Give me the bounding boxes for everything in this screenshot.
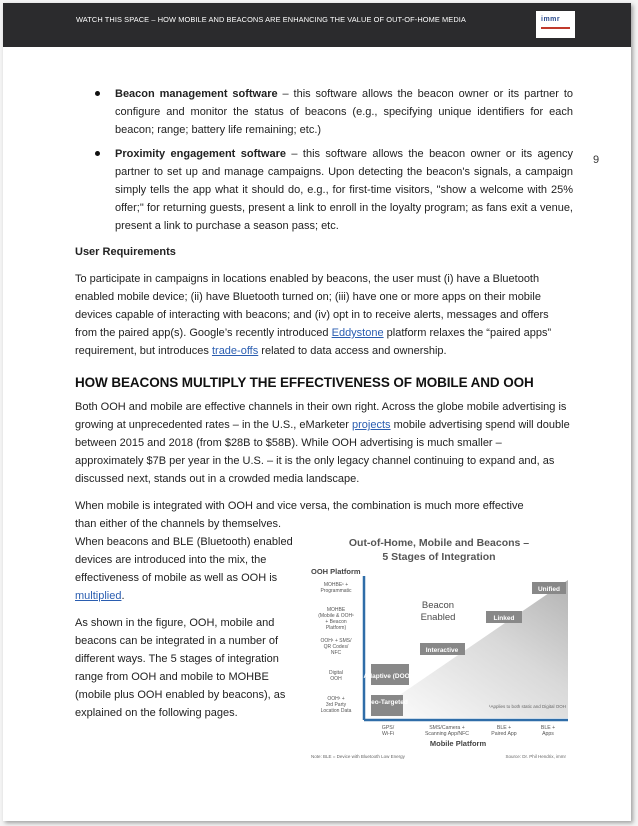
y-label: QR Codes/ — [323, 644, 349, 650]
y-label: OOH¹ + — [327, 696, 345, 702]
header-title: WATCH THIS SPACE – HOW MOBILE AND BEACONS ARE ENHANCING THE VALUE OF OUT-OF-HOME MEDIA — [76, 15, 466, 24]
paragraph-text: Both OOH and mobile are effective channels in their own right. Across the globe mobile advertising is growing at unprecedented rates – in the U.S., eMarketer — [75, 401, 567, 431]
section-paragraph-2 — [75, 515, 297, 605]
paragraph-text: related to data access and ownership. — [258, 345, 447, 357]
x-label: SMS/Camera + — [429, 725, 465, 731]
bullet-list — [75, 85, 573, 235]
bullet-text: – this software allows the beacon owner or its partner to configure and monitor the status of beacons (e.g., specifying unique identifiers for each beacon; range; battery life remaining; etc.) — [115, 88, 574, 136]
section-paragraph-3: As shown in the figure, OOH, mobile and beacons can be integrated in a number of different ways. The 5 stages of integration range from OOH and mobile to MOHBE (mobile plus OOH enabled by beacons), as explained on the following pages. — [75, 617, 286, 719]
y-label: Digital — [329, 670, 343, 676]
x-label: BLE + — [496, 725, 512, 731]
y-label: Location Data — [320, 708, 352, 714]
x-label: Paired App — [491, 731, 517, 737]
trade-offs-link[interactable]: trade-offs — [211, 345, 259, 357]
user-requirements-heading: User Requirements — [75, 246, 176, 258]
eddystone-link[interactable]: Eddystone — [331, 327, 384, 339]
y-label: (Mobile & OOH¹ — [318, 613, 354, 619]
bullet-text: – this software allows the beacon owner or its agency partner to set up and manage campaigns. Upon detecting the beacon's signals, a campaign simply tells the app what it should do, e.g., for first-time visitors, "show a welcome with 25% offer;" for returning guests, present a link to enroll in the loyalty program; as fans exit a venue, present a link to purchase a season pass; etc. — [115, 148, 573, 232]
bullet-term: Beacon management software — [115, 88, 278, 100]
y-label: Platform) — [325, 625, 347, 631]
user-requirements-paragraph — [75, 270, 573, 360]
stage-label: Geo-Targeted — [366, 699, 408, 706]
immr-logo — [536, 11, 575, 38]
stage-label: Interactive — [425, 647, 459, 654]
section-paragraph-1 — [75, 398, 573, 488]
bullet-term: Proximity engagement software — [115, 148, 286, 160]
list-item — [115, 85, 573, 139]
paragraph-text: To participate in campaigns in locations enabled by beacons, the user must (i) have a Bluetooth enabled mobile device; (ii) have Bluetooth turned on; (iii) have one or more apps on their mobile devices capable of interacting with beacons; and (iv) opt in to receive alerts, messages and offers from the paired app(s). Google’s recently introduced — [75, 273, 549, 339]
multiplied-link[interactable]: multiplied — [75, 590, 122, 602]
page-number: 9 — [593, 154, 600, 166]
y-label: MOHBE — [326, 607, 346, 613]
logo-accent — [541, 27, 570, 29]
figure-source: Source: Dr. Phil Hendrix, immr — [505, 754, 566, 759]
figure-title-line1: Out-of-Home, Mobile and Beacons – — [348, 537, 530, 549]
paragraph-text: mobile advertising spend will double between 2015 and 2018 (from $28B to $58B). While OOH advertising is much smaller – approximately $7B per year in the U.S. – it is the only legacy channel continuing to expand and, as discussed next, stands out in a crowded media landscape. — [75, 419, 570, 485]
x-label: GPS/ — [381, 725, 395, 731]
y-label: 3rd Party — [325, 702, 347, 708]
x-axis-title: Mobile Platform — [429, 739, 487, 748]
section-heading: HOW BEACONS MULTIPLY THE EFFECTIVENESS OF MOBILE AND OOH — [75, 375, 534, 390]
y-axis-title: OOH Platform — [311, 567, 361, 576]
logo-text: immr — [541, 16, 561, 23]
paragraph-text: platform relaxes the “paired apps” requirement, but introduces — [75, 327, 552, 357]
y-label: Programmatic — [320, 588, 352, 594]
stage-label: Linked — [493, 615, 515, 622]
y-label: + Beacon — [325, 619, 347, 625]
figure-title-line2: 5 Stages of Integration — [382, 551, 496, 563]
x-label: Wi-Fi — [381, 731, 395, 737]
paragraph-text: than either of the channels by themselves. When beacons and BLE (Bluetooth) enabled devices are introduced into the mix, the effectiveness of mobile as well as OOH is — [75, 518, 293, 584]
x-label: BLE + — [540, 725, 556, 731]
integration-stages-figure — [308, 530, 571, 762]
x-label: Scanning App/NFC — [424, 731, 470, 737]
y-label: MOHBE¹ + — [323, 582, 349, 588]
page-header — [3, 3, 631, 47]
figure-footnote: ¹Applies to both static and Digital OOH — [488, 704, 566, 709]
projects-link[interactable]: projects — [352, 419, 391, 431]
beacon-label: Enabled — [420, 612, 456, 623]
document-page — [3, 3, 631, 821]
section-paragraph-2-line1: When mobile is integrated with OOH and vice versa, the combination is much more effective — [75, 500, 524, 512]
stage-label: Adaptive (DOOH) — [363, 673, 417, 680]
paragraph-text: . — [121, 590, 125, 602]
y-label: OOH¹ + SMS/ — [320, 638, 352, 644]
beacon-label: Beacon — [421, 600, 455, 611]
list-item — [115, 145, 573, 235]
stage-label: Unified — [537, 586, 561, 593]
y-label: OOH — [330, 676, 342, 682]
x-label: Apps — [542, 731, 554, 737]
y-label: NFC — [330, 650, 342, 656]
figure-note: Note: BLE = Device with Bluetooth Low Energy — [311, 754, 405, 759]
